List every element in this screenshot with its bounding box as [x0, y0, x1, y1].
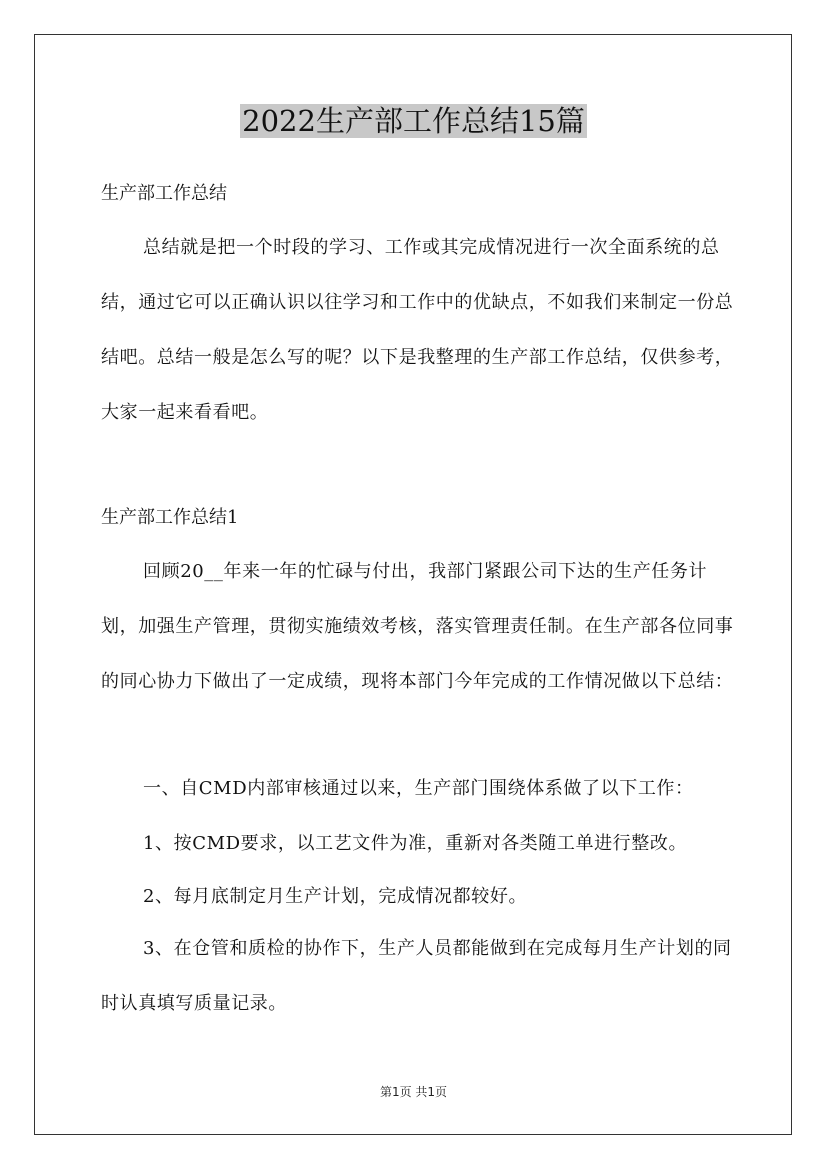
document-title	[0, 101, 827, 141]
document-title-text: 2022生产部工作总结15篇	[242, 104, 585, 138]
section1-paragraph: 回顾20__年来一年的忙碌与付出，我部门紧跟公司下达的生产任务计划，加强生产管理，贯彻实施绩效考核，落实管理责任制。在生产部各位同事的同心协力下做出了一定成绩，现将本部门今年完成的工作情况做以下总结：	[101, 561, 734, 692]
section-heading-intro: 生产部工作总结	[101, 183, 227, 204]
list-heading: 一、自CMD内部审核通过以来，生产部门围绕体系做了以下工作：	[143, 778, 694, 799]
list-item-3: 3、在仓管和质检的协作下，生产人员都能做到在完成每月生产计划的同时认真填写质量记录。	[101, 938, 732, 1014]
list-item-2: 2、每月底制定月生产计划，完成情况都较好。	[143, 886, 528, 907]
page-indicator: 第1页 共1页	[379, 1085, 448, 1099]
intro-paragraph: 总结就是把一个时段的学习、工作或其完成情况进行一次全面系统的总结，通过它可以正确认识以往学习和工作中的优缺点，不如我们来制定一份总结吧。总结一般是怎么写的呢？以下是我整理的生产部工作总结，仅供参考，大家一起来看看吧。	[101, 237, 734, 423]
section-heading-1: 生产部工作总结1	[101, 507, 239, 528]
list-item-1: 1、按CMD要求，以工艺文件为准，重新对各类随工单进行整改。	[143, 833, 688, 854]
